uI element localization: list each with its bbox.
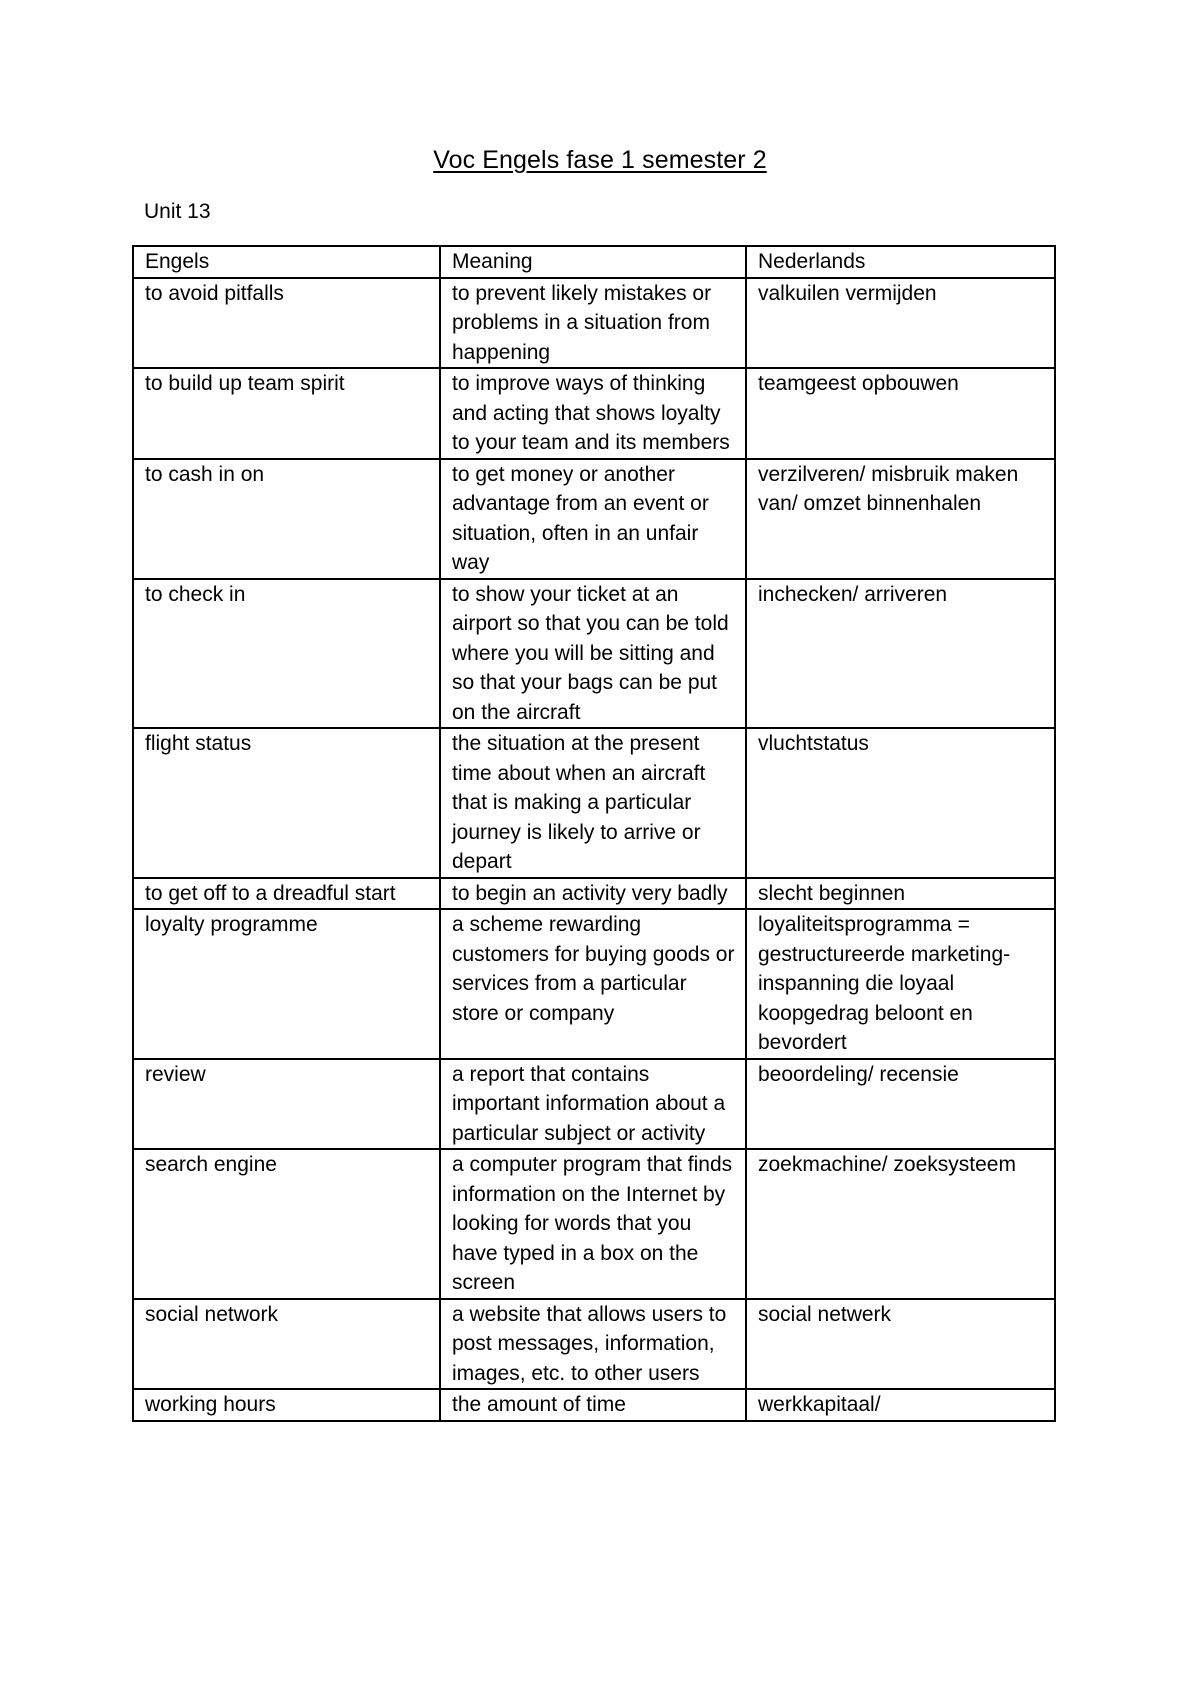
cell-nederlands: inchecken/ arriveren xyxy=(746,579,1055,729)
cell-engels: social network xyxy=(133,1299,440,1390)
cell-nederlands: zoekmachine/ zoeksysteem xyxy=(746,1149,1055,1299)
cell-meaning: a scheme rewarding customers for buying goods or services from a particular store or company xyxy=(440,909,746,1059)
cell-nederlands: vluchtstatus xyxy=(746,728,1055,878)
cell-engels: review xyxy=(133,1059,440,1150)
cell-nederlands: beoordeling/ recensie xyxy=(746,1059,1055,1150)
cell-engels: to cash in on xyxy=(133,459,440,579)
cell-engels: flight status xyxy=(133,728,440,878)
table-row xyxy=(133,278,1055,369)
cell-meaning: a website that allows users to post messages, information, images, etc. to other users xyxy=(440,1299,746,1390)
cell-meaning: to prevent likely mistakes or problems in a situation from happening xyxy=(440,278,746,369)
table-row xyxy=(133,1149,1055,1299)
cell-engels: search engine xyxy=(133,1149,440,1299)
vocabulary-table xyxy=(132,245,1056,1422)
table-row xyxy=(133,909,1055,1059)
table-row xyxy=(133,368,1055,459)
cell-meaning: a report that contains important information about a particular subject or activity xyxy=(440,1059,746,1150)
cell-engels: working hours xyxy=(133,1389,440,1421)
header-engels: Engels xyxy=(133,246,440,278)
table-row xyxy=(133,878,1055,910)
table-row xyxy=(133,1389,1055,1421)
cell-meaning: the amount of time xyxy=(440,1389,746,1421)
cell-engels: to check in xyxy=(133,579,440,729)
cell-nederlands: teamgeest opbouwen xyxy=(746,368,1055,459)
table-row xyxy=(133,728,1055,878)
cell-engels: loyalty programme xyxy=(133,909,440,1059)
cell-meaning: to begin an activity very badly xyxy=(440,878,746,910)
page-title: Voc Engels fase 1 semester 2 xyxy=(433,146,767,174)
cell-engels: to build up team spirit xyxy=(133,368,440,459)
header-meaning: Meaning xyxy=(440,246,746,278)
table-row xyxy=(133,1299,1055,1390)
cell-nederlands: valkuilen vermijden xyxy=(746,278,1055,369)
table-row xyxy=(133,579,1055,729)
cell-meaning: the situation at the present time about when an aircraft that is making a particular journey is likely to arrive or depart xyxy=(440,728,746,878)
cell-nederlands: loyaliteitsprogramma = gestructureerde marketing-inspanning die loyaal koopgedrag beloont en bevordert xyxy=(746,909,1055,1059)
cell-meaning: to show your ticket at an airport so that you can be told where you will be sitting and so that your bags can be put on the aircraft xyxy=(440,579,746,729)
unit-label: Unit 13 xyxy=(144,200,211,223)
table-row xyxy=(133,1059,1055,1150)
cell-nederlands: slecht beginnen xyxy=(746,878,1055,910)
cell-meaning: a computer program that finds information on the Internet by looking for words that you have typed in a box on the screen xyxy=(440,1149,746,1299)
table-row xyxy=(133,459,1055,579)
table-header-row xyxy=(133,246,1055,278)
cell-nederlands: werkkapitaal/ xyxy=(746,1389,1055,1421)
cell-meaning: to improve ways of thinking and acting that shows loyalty to your team and its members xyxy=(440,368,746,459)
cell-engels: to get off to a dreadful start xyxy=(133,878,440,910)
cell-nederlands: verzilveren/ misbruik maken van/ omzet binnenhalen xyxy=(746,459,1055,579)
cell-engels: to avoid pitfalls xyxy=(133,278,440,369)
header-nederlands: Nederlands xyxy=(746,246,1055,278)
cell-nederlands: social netwerk xyxy=(746,1299,1055,1390)
cell-meaning: to get money or another advantage from an event or situation, often in an unfair way xyxy=(440,459,746,579)
